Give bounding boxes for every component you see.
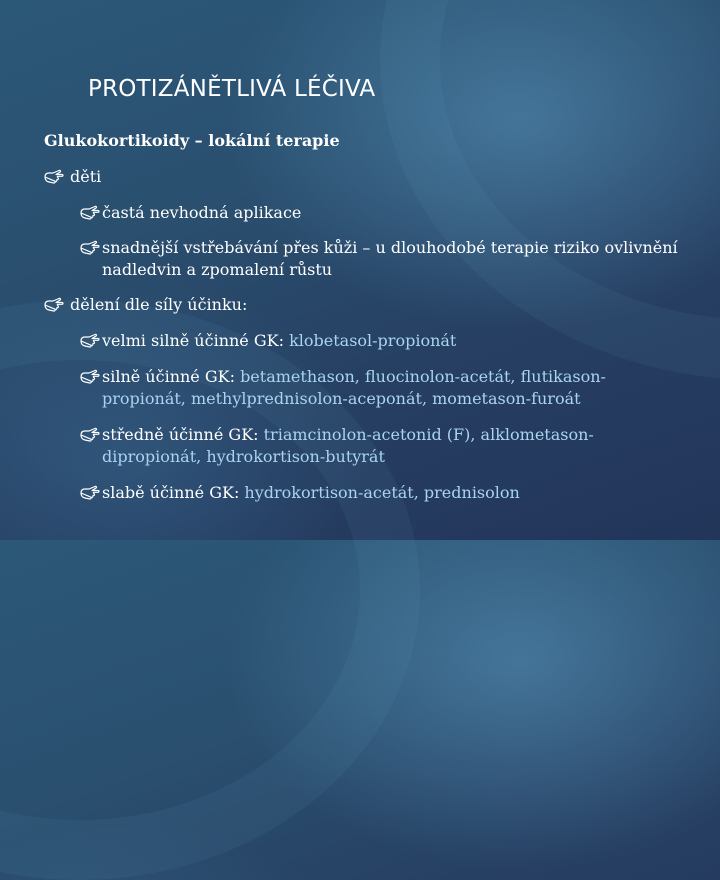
sub-bullet — [80, 202, 680, 224]
bullet-deti — [44, 166, 101, 188]
bullet-text — [102, 424, 680, 468]
hand-pointing-icon — [80, 485, 100, 501]
bullet-text — [102, 366, 680, 410]
drug-list: triamcinolon-acetonid (F), alklometason-dipropionát, hydrokortison-butyrát — [102, 425, 594, 466]
drug-list: hydrokortison-acetát, prednisolon — [244, 483, 520, 502]
sub-bullet — [80, 237, 680, 281]
slide-subtitle: Glukokortikoidy – lokální terapie — [44, 131, 340, 150]
sub-bullet — [80, 424, 680, 468]
background-swoosh — [380, 0, 720, 380]
drug-list: klobetasol-propionát — [289, 331, 457, 350]
hand-pointing-icon — [80, 427, 100, 443]
bullet-deleni — [44, 294, 247, 316]
sub-bullet — [80, 366, 680, 410]
hand-pointing-icon — [44, 169, 64, 185]
hand-pointing-icon — [80, 240, 100, 256]
potency-label: středně účinné GK: — [102, 425, 264, 444]
potency-label: velmi silně účinné GK: — [102, 331, 290, 350]
bullet-text — [102, 330, 680, 352]
drug-list: betamethason, fluocinolon-acetát, flutikason-propionát, methylprednisolon-aceponát, mometason-furoát — [102, 367, 606, 408]
bullet-text — [102, 482, 680, 504]
hand-pointing-icon — [80, 333, 100, 349]
bullet-text: dělení dle síly účinku: — [70, 295, 248, 314]
hand-pointing-icon — [80, 369, 100, 385]
hand-pointing-icon — [44, 297, 64, 313]
bullet-text: snadnější vstřebávání přes kůži – u dlouhodobé terapie riziko ovlivnění nadledvin a zpomalení růstu — [102, 238, 678, 279]
sub-bullet — [80, 482, 680, 504]
potency-label: slabě účinné GK: — [102, 483, 245, 502]
slide-title: PROTIZÁNĚTLIVÁ LÉČIVA — [88, 76, 376, 102]
bullet-text: děti — [70, 167, 102, 186]
potency-label: silně účinné GK: — [102, 367, 241, 386]
sub-bullet — [80, 330, 680, 352]
bullet-text: častá nevhodná aplikace — [102, 203, 302, 222]
hand-pointing-icon — [80, 205, 100, 221]
